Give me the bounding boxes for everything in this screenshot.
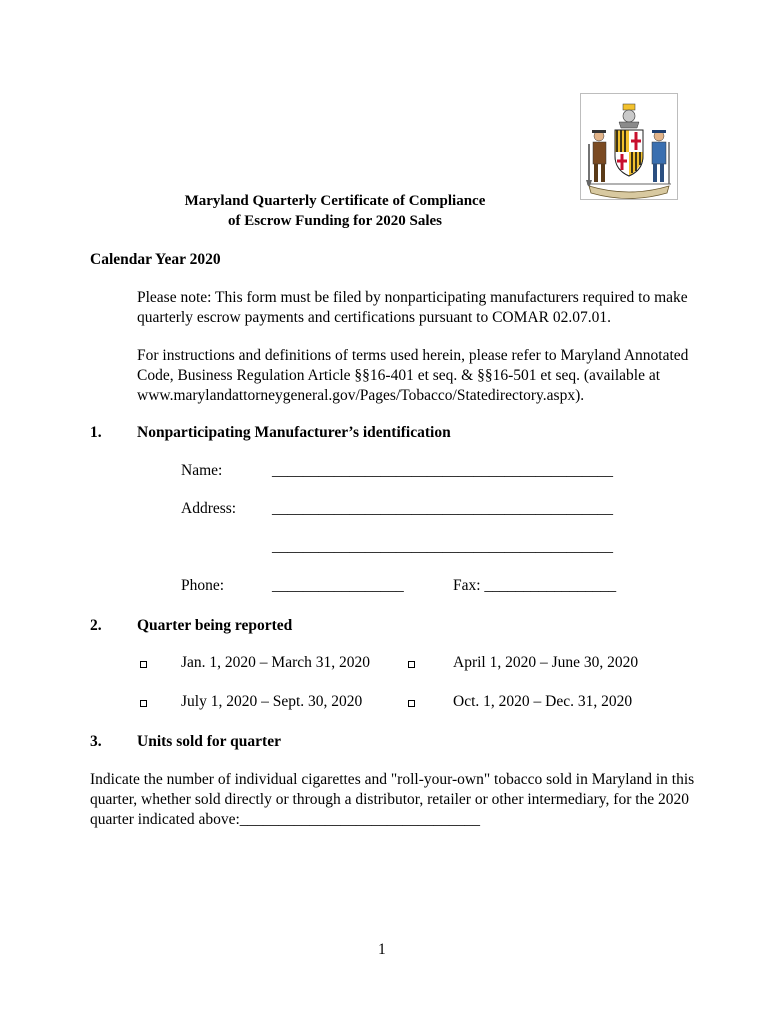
- maryland-seal-icon: [580, 93, 678, 200]
- note-filing-requirement: Please note: This form must be filed by nonparticipating manufacturers required to make quarterly escrow payments and certifications pursuant to COMAR 02.07.01.: [137, 289, 688, 326]
- address-field-line2[interactable]: ____________________________________________: [272, 538, 613, 555]
- checkbox-q2[interactable]: [408, 661, 415, 668]
- quarter-q4-label: Oct. 1, 2020 – Dec. 31, 2020: [453, 693, 633, 710]
- page-number: 1: [378, 941, 386, 958]
- section1-number: 1.: [90, 424, 102, 441]
- quarter-q1-label: Jan. 1, 2020 – March 31, 2020: [181, 654, 370, 671]
- phone-label: Phone:: [181, 577, 225, 594]
- section2-number: 2.: [90, 617, 102, 634]
- name-label: Name:: [181, 462, 223, 479]
- checkbox-q1[interactable]: [140, 661, 147, 668]
- address-label: Address:: [181, 500, 237, 517]
- section3-number: 3.: [90, 733, 102, 750]
- address-field-line1[interactable]: ____________________________________________: [272, 500, 613, 517]
- calendar-year: Calendar Year 2020: [90, 251, 221, 268]
- note-instructions: For instructions and definitions of terms used herein, please refer to Maryland Annotated Code, Business Regulation Article §§16-401 et seq. & §§16-501 et seq. (available at www.marylandattorneygeneral.gov/Pages/Tobacco/Statedirectory.aspx).: [137, 347, 689, 404]
- fax-field[interactable]: Fax: _________________: [453, 577, 617, 594]
- section1-heading: Nonparticipating Manufacturer’s identification: [137, 424, 451, 441]
- form-title-line1: Maryland Quarterly Certificate of Compliance: [184, 193, 486, 209]
- name-field[interactable]: ____________________________________________: [272, 462, 613, 479]
- checkbox-q4[interactable]: [408, 700, 415, 707]
- form-title-line2: of Escrow Funding for 2020 Sales: [227, 213, 443, 229]
- quarter-q3-label: July 1, 2020 – Sept. 30, 2020: [181, 693, 363, 710]
- quarter-q2-label: April 1, 2020 – June 30, 2020: [453, 654, 639, 671]
- section3-heading: Units sold for quarter: [137, 733, 281, 750]
- checkbox-q3[interactable]: [140, 700, 147, 707]
- phone-field[interactable]: _________________: [272, 577, 404, 594]
- units-sold-instructions[interactable]: Indicate the number of individual cigarettes and "roll-your-own" tobacco sold in Maryland in this quarter, whether sold directly or through a distributor, retailer or other intermediary, for the 2020 quarter indicated above:_______________________________: [90, 771, 695, 828]
- section2-heading: Quarter being reported: [137, 617, 293, 634]
